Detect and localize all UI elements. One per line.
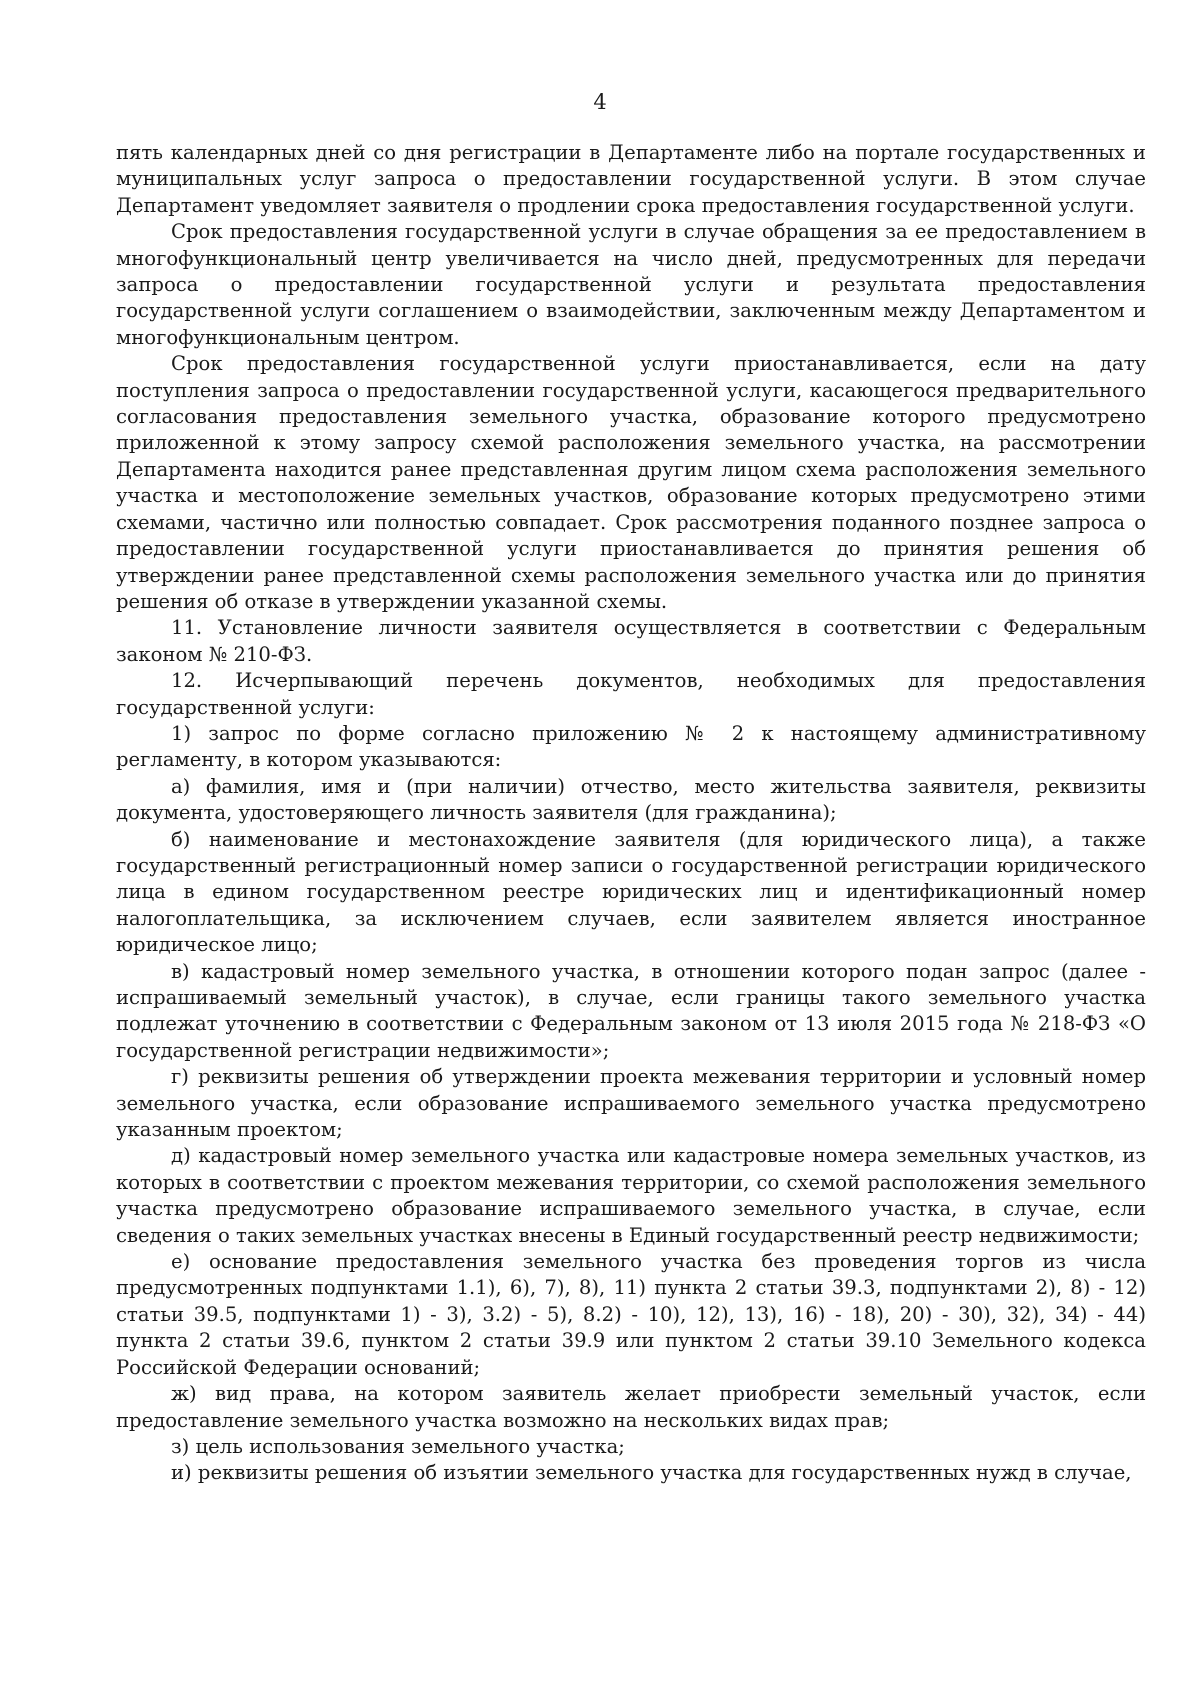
paragraph: 1) запрос по форме согласно приложению № 2 к настоящему административному регламенту, в котором указываются:: [116, 721, 1146, 772]
paragraph: 11. Установление личности заявителя осуществляется в соответствии с Федеральным законом № 210-ФЗ.: [116, 616, 1146, 666]
paragraph: в) кадастровый номер земельного участка, в отношении которого подан запрос (далее - испрашиваемый земельный участок), в случае, если границы такого земельного участка подлежат уточнению в соответствии с Федеральным законом от 13 июля 2015 года № 218-ФЗ «О государственной регистрации недвижимости»;: [116, 959, 1146, 1062]
paragraph: Срок предоставления государственной услуги приостанавливается, если на дату поступления запроса о предоставлении государственной услуги, касающегося предварительного согласования предоставления земельного участка, образование которого предусмотрено приложенной к этому запросу схемой расположения земельного участка, на рассмотрении Департамента находится ранее представленная другим лицом схема расположения земельного участка и местоположение земельных участков, образование которых предусмотрено этими схемами, частично или полностью совпадает. Срок рассмотрения поданного позднее запроса о предоставлении государственной услуги приостанавливается до принятия решения об утверждении ранее представленной схемы расположения земельного участка или до принятия решения об отказе в утверждении указанной схемы.: [116, 352, 1146, 613]
paragraph: и) реквизиты решения об изъятии земельного участка для государственных нужд в случае,: [171, 1461, 1132, 1485]
paragraph: пять календарных дней со дня регистрации в Департаменте либо на портале государственных и муниципальных услуг запроса о предоставлении государственной услуги. В этом случае Департамент уведомляет заявителя о продлении срока предоставления государственной услуги.: [116, 141, 1146, 217]
paragraph: г) реквизиты решения об утверждении проекта межевания территории и условный номер земельного участка, если образование испрашиваемого земельного участка предусмотрено указанным проектом;: [116, 1065, 1146, 1142]
paragraph: а) фамилия, имя и (при наличии) отчество, место жительства заявителя, реквизиты документа, удостоверяющего личность заявителя (для гражданина);: [116, 774, 1146, 825]
paragraph: з) цель использования земельного участка;: [171, 1434, 625, 1458]
page-number: 4: [593, 90, 607, 114]
paragraph: ж) вид права, на котором заявитель желает приобрести земельный участок, если предоставление земельного участка возможно на нескольких видах прав;: [116, 1382, 1146, 1432]
paragraph: е) основание предоставления земельного участка без проведения торгов из числа предусмотренных подпунктами 1.1), 6), 7), 8), 11) пункта 2 статьи 39.3, подпунктами 2), 8) - 12) статьи 39.5, подпунктами 1) - 3), 3.2) - 5), 8.2) - 10), 12), 13), 16) - 18), 20) - 30), 32), 34) - 44) пункта 2 статьи 39.6, пунктом 2 статьи 39.9 или пунктом 2 статьи 39.10 Земельного кодекса Российской Федерации оснований;: [116, 1250, 1146, 1379]
paragraph: б) наименование и местонахождение заявителя (для юридического лица), а также государственный регистрационный номер записи о государственной регистрации юридического лица в едином государственном реестре юридических лиц и идентификационный номер налогоплательщика, за исключением случаев, если заявителем является иностранное юридическое лицо;: [116, 827, 1146, 957]
document-body: [116, 140, 1146, 1487]
paragraph: д) кадастровый номер земельного участка или кадастровые номера земельных участков, из которых в соответствии с проектом межевания территории, со схемой расположения земельного участка предусмотрено образование испрашиваемого земельного участка, в случае, если сведения о таких земельных участках внесены в Единый государственный реестр недвижимости;: [116, 1144, 1146, 1247]
paragraph: Срок предоставления государственной услуги в случае обращения за ее предоставлением в многофункциональный центр увеличивается на число дней, предусмотренных для передачи запроса о предоставлении государственной услуги и результата предоставления государственной услуги соглашением о взаимодействии, заключенным между Департаментом и многофункциональным центром.: [116, 220, 1146, 349]
paragraph: 12. Исчерпывающий перечень документов, необходимых для предоставления государственной услуги:: [116, 669, 1146, 719]
